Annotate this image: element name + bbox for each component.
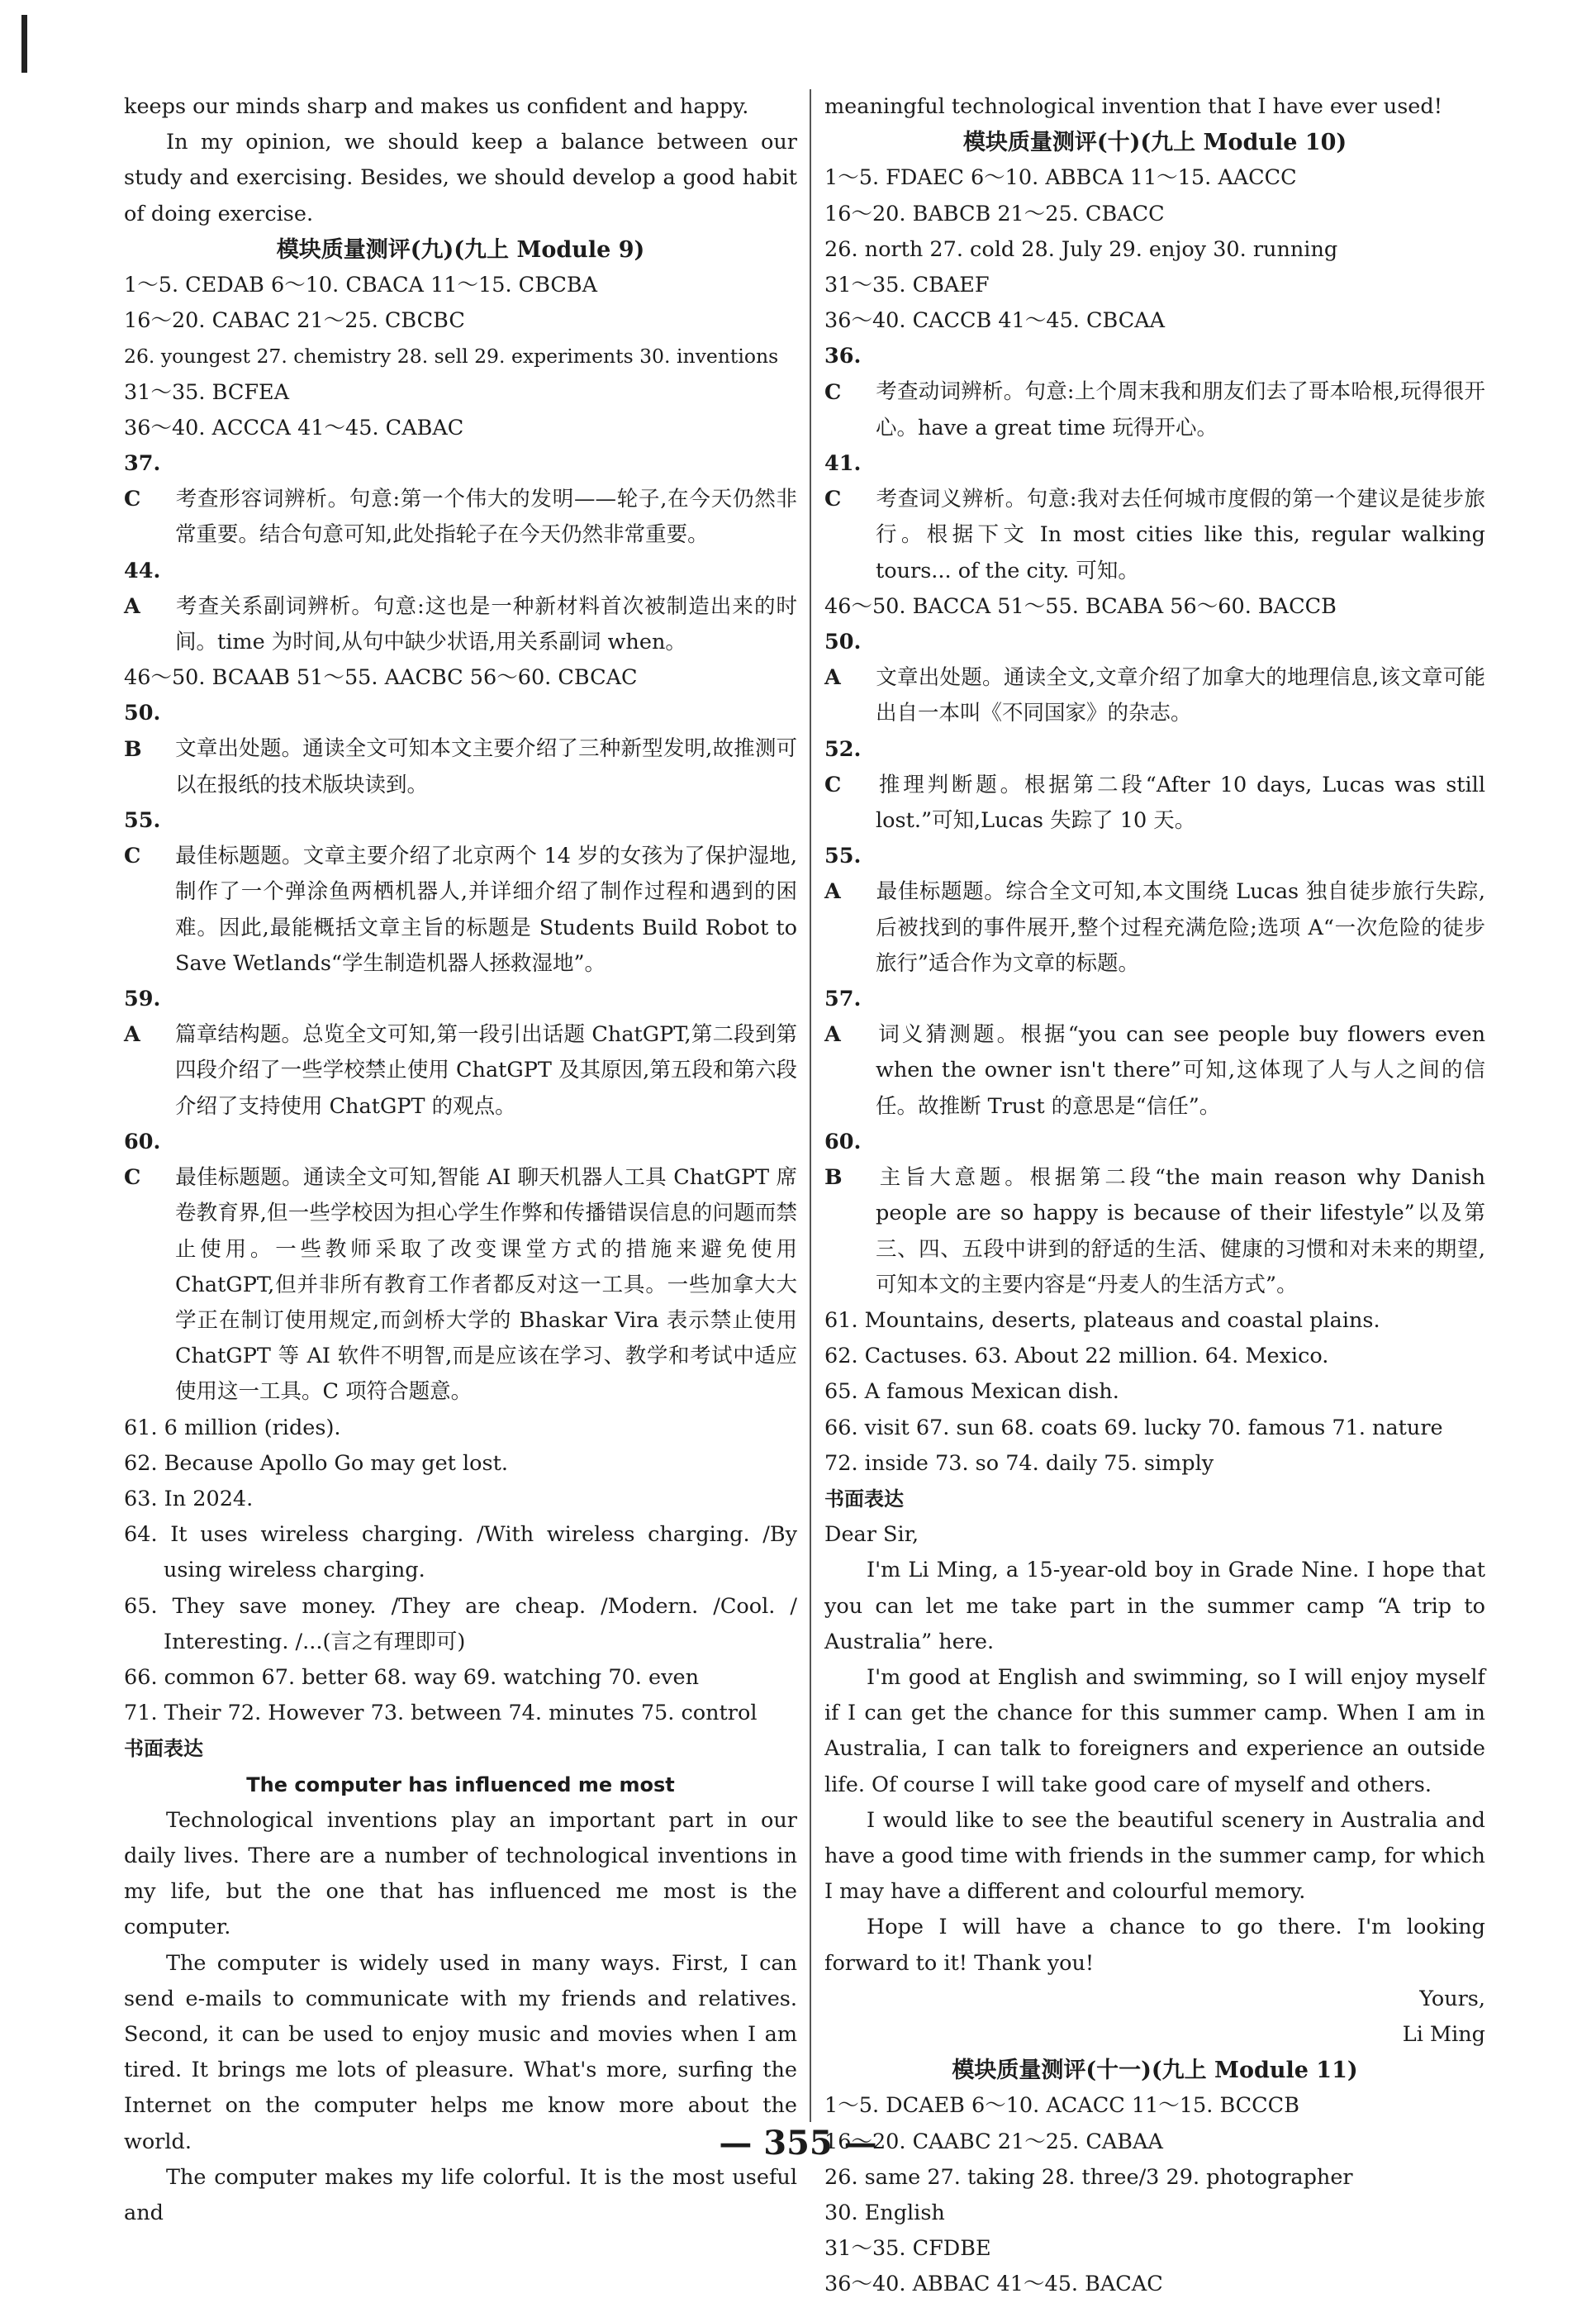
answer-line: 16～20. BABCB 21～25. CBACC — [824, 201, 1165, 226]
answer-line: 36～40. ABBAC 41～45. BACAC — [824, 2272, 1163, 2297]
answer-line: 31～35. BCFEA — [124, 379, 290, 405]
question-number: 55. A — [824, 844, 862, 905]
writing-heading: 书面表达 — [824, 1487, 904, 1511]
answer-line: 26. north 27. cold 28. July 29. enjoy 30. running — [824, 236, 1338, 262]
explanation-q37 — [124, 446, 797, 554]
question-number: 57. A — [824, 987, 862, 1048]
answer-61: 61. Mountains, deserts, plateaus and coastal plains. — [824, 1307, 1380, 1333]
letter-salutation: Dear Sir, — [824, 1522, 919, 1548]
answer-line: 66. visit 67. sun 68. coats 69. lucky 70. famous 71. nature — [824, 1415, 1443, 1440]
explanation-text: 词义猜测题。根据“you can see people buy flowers even when the owner isn't there”可知,这体现了人与人之间的信任。故推断 Trust 的意思是“信任”。 — [876, 1022, 1485, 1119]
essay-paragraph: Technological inventions play an important part in our daily lives. There are a number of technological inventions in my life, but the one that has influenced me most is the computer. — [124, 1807, 797, 1940]
essay-paragraph: The computer makes my life colorful. It is the most useful and — [124, 2164, 797, 2225]
answer-62: 62. Cactuses. 63. About 22 million. 64. Mexico. — [824, 1344, 1329, 1369]
answer-line: 30. English — [824, 2200, 945, 2225]
answer-line: 1～5. DCAEB 6～10. ACACC 11～15. BCCCB — [824, 2093, 1299, 2119]
question-number: 59. A — [124, 987, 161, 1048]
question-number: 55. C — [124, 808, 161, 869]
answer-line: 71. Their 72. However 73. between 74. minutes 75. control — [124, 1701, 758, 1726]
explanation-q55 — [124, 803, 797, 982]
answer-line: 31～35. CFDBE — [824, 2236, 991, 2262]
explanation-q50 — [124, 696, 797, 803]
explanation-text: 文章出处题。通读全文可知本文主要介绍了三种新型发明,故推测可以在报纸的技术版块读到。 — [175, 736, 797, 797]
answer-line: 46～50. BCAAB 51～55. AACBC 56～60. CBCAC — [124, 665, 638, 691]
essay-title: The computer has influenced me most — [246, 1772, 675, 1796]
question-number: 37. C — [124, 451, 161, 512]
module-11-title: 模块质量测评(十一)(九上 Module 11) — [952, 2058, 1358, 2084]
explanation-text: 最佳标题题。通读全文可知,智能 AI 聊天机器人工具 ChatGPT 席卷教育界,但一些学校因为担心学生作弊和传播错误信息的问题而禁止使用。一些教师采取了改变课堂方式的措施来避免使用 ChatGPT,但并非所有教育工作者都反对这一工具。一些加拿大大学正在制订使用规定,而剑桥大学的 Bhaskar Vira 表示禁止使用 ChatGPT 等 AI 软件不明智,而是应该在学习、教学和考试中适应使用这一工具。C 项符合题意。 — [175, 1165, 797, 1405]
column-divider — [810, 89, 811, 2122]
letter-paragraph: I'm Li Ming, a 15-year-old boy in Grade Nine. I hope that you can let me take part in the summer camp “A trip to Australia” here. — [824, 1558, 1485, 1654]
explanation-q57 — [824, 982, 1485, 1125]
explanation-q55 — [824, 839, 1485, 982]
answer-61: 61. 6 million (rides). — [124, 1415, 341, 1440]
explanation-q44 — [124, 554, 797, 661]
explanation-q50 — [824, 625, 1485, 732]
explanation-text: 推理判断题。根据第二段“After 10 days, Lucas was still lost.”可知,Lucas 失踪了 10 天。 — [876, 772, 1485, 834]
letter-paragraph: I would like to see the beautiful scenery in Australia and have a good time with friends in the summer camp, for which I may have a different and colourful memory. — [824, 1807, 1485, 1905]
answer-line: 66. common 67. better 68. way 69. watching 70. even — [124, 1664, 700, 1690]
letter-paragraph: Hope I will have a chance to go there. I'm looking forward to it! Thank you! — [824, 1915, 1485, 1976]
explanation-text: 最佳标题题。综合全文可知,本文围绕 Lucas 独自徒步旅行失踪,后被找到的事件展开,整个过程充满危险;选项 A“一次危险的徒步旅行”适合作为文章的标题。 — [876, 879, 1485, 976]
explanation-q52 — [824, 732, 1485, 840]
writing-heading: 书面表达 — [124, 1737, 203, 1761]
answer-line: 46～50. BACCA 51～55. BCABA 56～60. BACCB — [824, 593, 1337, 619]
explanation-q36 — [824, 339, 1485, 446]
answer-line: 26. same 27. taking 28. three/3 29. photographer — [824, 2164, 1353, 2190]
answer-line: 1～5. CEDAB 6～10. CBACA 11～15. CBCBA — [124, 273, 598, 298]
answer-line: 31～35. CBAEF — [824, 273, 990, 298]
intro-paragraph: In my opinion, we should keep a balance between our study and exercising. Besides, we should develop a good habit of doing exercise. — [124, 130, 797, 226]
explanation-text: 篇章结构题。总览全文可知,第一段引出话题 ChatGPT,第二段到第四段介绍了一些学校禁止使用 ChatGPT 及其原因,第五段和第六段介绍了支持使用 ChatGPT 的观点。 — [175, 1022, 797, 1119]
answer-line: 1～5. FDAEC 6～10. ABBCA 11～15. AACCC — [824, 165, 1297, 191]
answer-65: 65. They save money. /They are cheap. /Modern. /Cool. / Interesting. /...(言之有理即可) — [124, 1593, 797, 1654]
question-number: 52. C — [824, 736, 862, 797]
letter-closing: Yours, — [1419, 1986, 1485, 2011]
answer-line: 36～40. ACCCA 41～45. CABAC — [124, 415, 464, 440]
question-number: 36. C — [824, 344, 862, 405]
left-column — [124, 89, 797, 2231]
question-number: 41. C — [824, 451, 862, 512]
answer-line: 16～20. CAABC 21～25. CABAA — [824, 2129, 1163, 2154]
answer-line: 36～40. CACCB 41～45. CBCAA — [824, 308, 1166, 334]
answer-65: 65. A famous Mexican dish. — [824, 1379, 1119, 1405]
module-10-title: 模块质量测评(十)(九上 Module 10) — [962, 130, 1347, 156]
letter-signature: Li Ming — [1402, 2021, 1485, 2047]
explanation-text: 最佳标题题。文章主要介绍了北京两个 14 岁的女孩为了保护湿地,制作了一个弹涂鱼两栖机器人,并详细介绍了制作过程和遇到的困难。因此,最能概括文章主旨的标题是 Students Build Robot to Save Wetlands“学生制造机器人拯救湿地”。 — [175, 844, 797, 976]
question-number: 50. A — [824, 630, 862, 691]
essay-paragraph: The computer is widely used in many ways. First, I can send e-mails to communicate with my friends and relatives. Second, it can be used to enjoy music and movies when I am tired. It brings me lots of pleasure. What's more, surfing the Internet on the computer helps me know more about the world. — [124, 1950, 797, 2154]
explanation-q60 — [824, 1125, 1485, 1303]
answer-63: 63. In 2024. — [124, 1486, 254, 1511]
explanation-q59 — [124, 982, 797, 1125]
explanation-q60 — [124, 1125, 797, 1411]
essay-tail: meaningful technological invention that I have ever used! — [824, 94, 1442, 119]
answer-64: 64. It uses wireless charging. /With wireless charging. /By using wireless charging. — [124, 1522, 797, 1583]
explanation-text: 考查形容词辨析。句意:第一个伟大的发明——轮子,在今天仍然非常重要。结合句意可知,此处指轮子在今天仍然非常重要。 — [175, 487, 797, 548]
question-number: 50. B — [124, 701, 161, 762]
letter-paragraph: I'm good at English and swimming, so I will enjoy myself if I can get the chance for this summer camp. When I am in Australia, I can talk to foreigners and experience an outside life. Of course I will take good care of myself and others. — [824, 1664, 1485, 1797]
answer-line: 26. youngest 27. chemistry 28. sell 29. experiments 30. inventions — [124, 345, 779, 369]
right-column — [824, 89, 1485, 2303]
explanation-text: 主旨大意题。根据第二段“the main reason why Danish people are so happy is because of their lifestyle”以及第三、四、五段中讲到的舒适的生活、健康的习惯和对未来的期望,可知本文的主要内容是“丹麦人的生活方式”。 — [876, 1165, 1485, 1297]
explanation-q41 — [824, 446, 1485, 589]
explanation-text: 考查动词辨析。句意:上个周末我和朋友们去了哥本哈根,玩得很开心。have a great time 玩得开心。 — [876, 379, 1485, 440]
answer-line: 72. inside 73. so 74. daily 75. simply — [824, 1450, 1214, 1476]
explanation-text: 考查关系副词辨析。句意:这也是一种新材料首次被制造出来的时间。time 为时间,从句中缺少状语,用关系副词 when。 — [175, 593, 797, 655]
module-9-title: 模块质量测评(九)(九上 Module 9) — [276, 236, 645, 263]
answer-62: 62. Because Apollo Go may get lost. — [124, 1450, 508, 1476]
question-number: 60. C — [124, 1129, 161, 1191]
answer-line: 16～20. CABAC 21～25. CBCBC — [124, 308, 465, 334]
question-number: 60. B — [824, 1129, 862, 1191]
explanation-text: 文章出处题。通读全文,文章介绍了加拿大的地理信息,该文章可能出自一本叫《不同国家》的杂志。 — [876, 665, 1485, 726]
question-number: 44. A — [124, 558, 161, 619]
intro-tail: keeps our minds sharp and makes us confident and happy. — [124, 94, 749, 119]
page-number: — 355 — — [719, 2124, 877, 2163]
binding-edge-mark — [21, 15, 27, 73]
explanation-text: 考查词义辨析。句意:我对去任何城市度假的第一个建议是徒步旅行。根据下文 In most cities like this, regular walking tours... of the city. 可知。 — [876, 487, 1485, 583]
